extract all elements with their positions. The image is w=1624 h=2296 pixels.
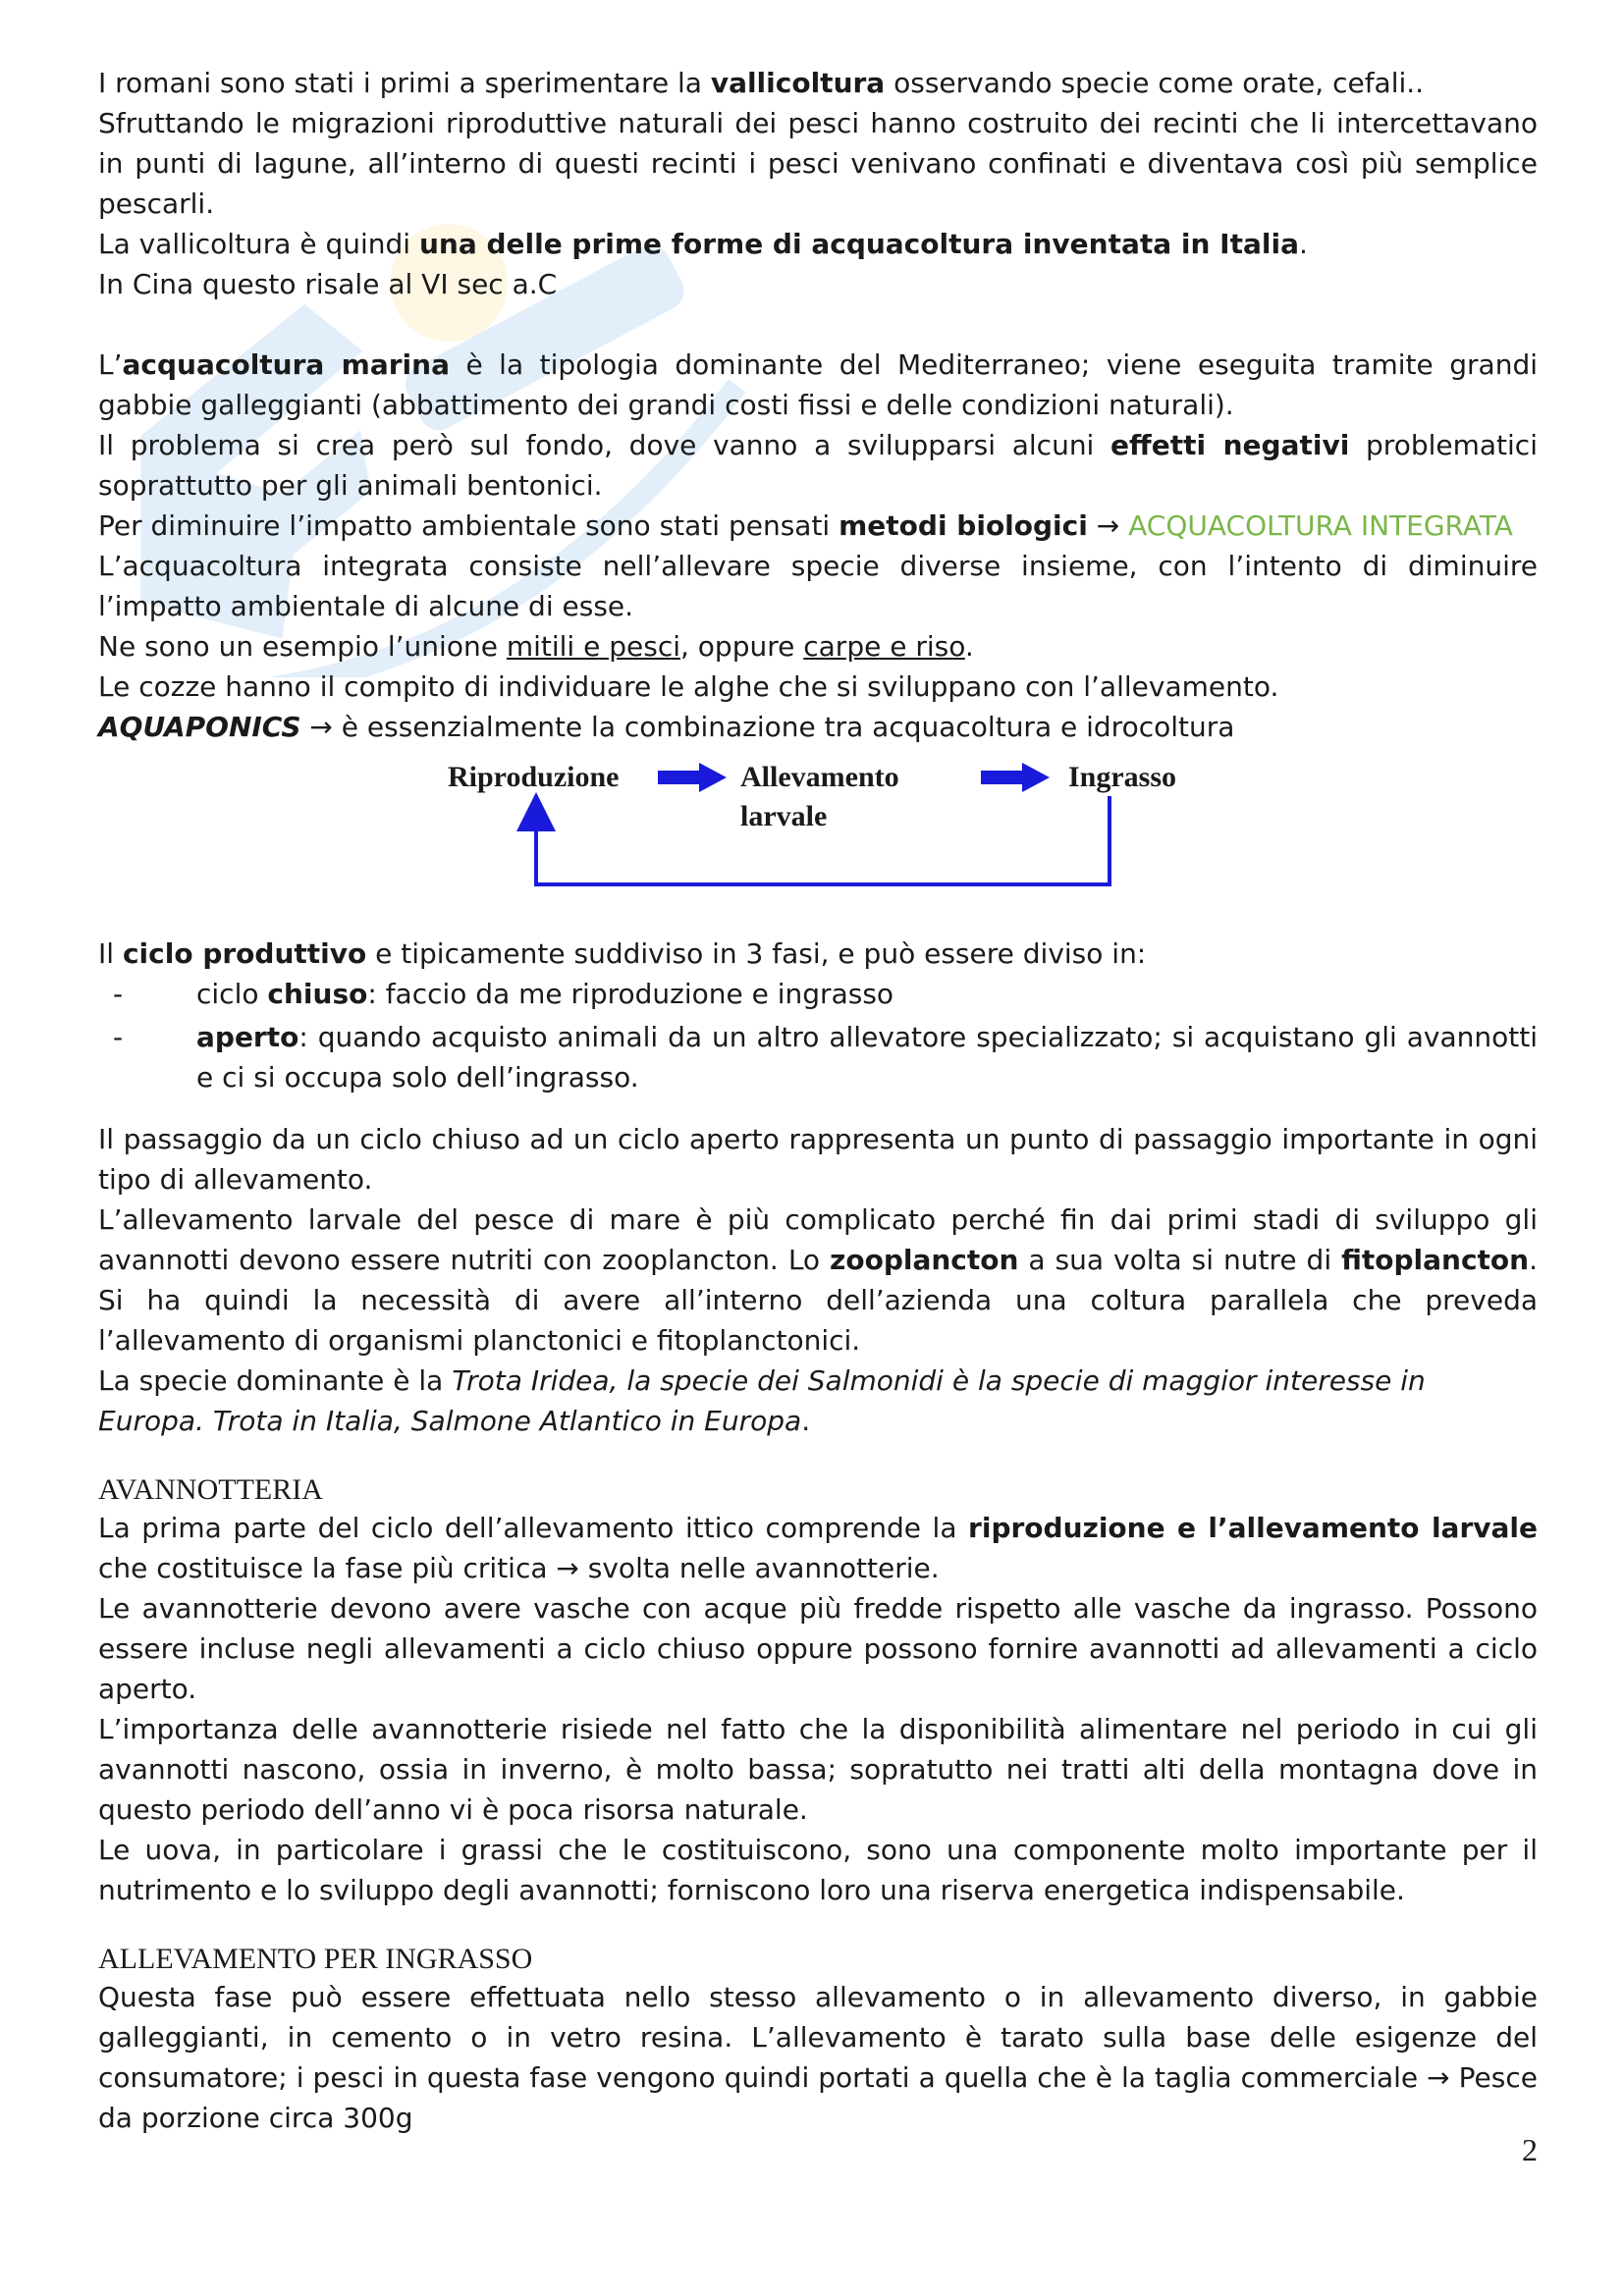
paragraph-ciclo-produttivo: Il ciclo produttivo e tipicamente suddiviso in 3 fasi, e può essere diviso in:	[98, 937, 1147, 970]
document-page	[98, 63, 1538, 2138]
diagram-step-allevamento-line2: larvale	[740, 800, 828, 832]
paragraph-ingrasso: Questa fase può essere effettuata nello stesso allevamento o in allevamento diverso, in gabbie galleggianti, in cemento o in vetro resina. L’allevamento è tarato sulla base delle esigenze del consumatore; i pesci in questa fase vengono quindi portati a quella che è la taglia commerciale → Pesce da porzione circa 300g	[98, 1981, 1538, 2134]
diagram-step-riproduzione: Riproduzione	[448, 761, 620, 793]
paragraph-cina: In Cina questo risale al VI sec a.C	[98, 268, 558, 300]
paragraph-allevamento-larvale: L’allevamento larvale del pesce di mare è più complicato perché fin dai primi stadi di sviluppo gli avannotti devono essere nutriti con zooplancton. Lo zooplancton a sua volta si nutre di fitoplancton. Si ha quindi la necessità di avere all’interno dell’azienda una coltura parallela che preveda l’allevamento di organismi planctonici e fitoplanctonici.	[98, 1203, 1538, 1357]
page-number: 2	[1522, 2132, 1538, 2167]
paragraph-metodi-biologici: Per diminuire l’impatto ambientale sono stati pensati metodi biologici → ACQUACOLTURA INTEGRATA	[98, 509, 1513, 542]
diagram-step-allevamento-line1: Allevamento	[740, 761, 899, 793]
paragraph-aquaponics: AQUAPONICS → è essenzialmente la combinazione tra acquacoltura e idrocoltura	[98, 711, 1235, 743]
arrow-riproduzione-to-allevamento	[658, 763, 727, 792]
paragraph-avannotteria-uova: Le uova, in particolare i grassi che le costituiscono, sono una componente molto importante per il nutrimento e lo sviluppo degli avannotti; forniscono loro una riserva energetica indispensabile.	[98, 1834, 1538, 1906]
ciclo-list	[98, 974, 1538, 1097]
production-cycle-diagram	[98, 747, 1538, 934]
paragraph-migrazioni: Sfruttando le migrazioni riproduttive naturali dei pesci hanno costruito dei recinti che li intercettavano in punti di lagune, all’interno di questi recinti i pesci venivano confinati e diventava così più semplice pescarli.	[98, 107, 1538, 220]
list-item: - aperto: quando acquisto animali da un altro allevatore specializzato; si acquistano gli avannotti e ci si occupa solo dell’ingrasso.	[112, 1021, 1538, 1094]
heading-ingrasso: ALLEVAMENTO PER INGRASSO	[98, 1943, 533, 1975]
paragraph-passaggio: Il passaggio da un ciclo chiuso ad un ciclo aperto rappresenta un punto di passaggio importante in ogni tipo di allevamento.	[98, 1123, 1538, 1196]
heading-avannotteria: AVANNOTTERIA	[98, 1473, 323, 1506]
paragraph-vallicoltura-italia: La vallicoltura è quindi una delle prime forme di acquacoltura inventata in Italia.	[98, 228, 1308, 260]
paragraph-specie-dominante: La specie dominante è la Trota Iridea, la specie dei Salmonidi è la specie di maggior interesse in Europa. Trota in Italia, Salmone Atlantico in Europa.	[98, 1364, 1426, 1437]
paragraph-avannotteria-intro: La prima parte del ciclo dell’allevamento ittico comprende la riproduzione e l’allevamento larvale che costituisce la fase più critica → svolta nelle avannotterie.	[98, 1512, 1538, 1584]
paragraph-effetti-negativi: Il problema si crea però sul fondo, dove vanno a svilupparsi alcuni effetti negativi problematici soprattutto per gli animali bentonici.	[98, 429, 1538, 502]
list-item: - ciclo chiuso: faccio da me riproduzione e ingrasso	[112, 978, 894, 1010]
paragraph-vallicoltura: I romani sono stati i primi a sperimentare la vallicoltura osservando specie come orate, cefali..	[98, 67, 1425, 99]
diagram-step-ingrasso: Ingrasso	[1068, 761, 1177, 793]
paragraph-avannotteria-vasche: Le avannotterie devono avere vasche con acque più fredde rispetto alle vasche da ingrasso. Possono essere incluse negli allevamenti a ciclo chiuso oppure possono fornire avannotti ad allevamenti a ciclo aperto.	[98, 1592, 1538, 1705]
paragraph-acquacoltura-integrata: L’acquacoltura integrata consiste nell’allevare specie diverse insieme, con l’intento di diminuire l’impatto ambientale di alcune di esse.	[98, 550, 1538, 622]
paragraph-avannotteria-importanza: L’importanza delle avannotterie risiede nel fatto che la disponibilità alimentare nel periodo in cui gli avannotti nascono, ossia in inverno, è molto bassa; sopratutto nei tratti alti della montagna dove in questo periodo dell’anno vi è poca risorsa naturale.	[98, 1713, 1538, 1826]
paragraph-esempi: Ne sono un esempio l’unione mitili e pesci, oppure carpe e riso.	[98, 630, 974, 663]
paragraph-acquacoltura-marina: L’acquacoltura marina è la tipologia dominante del Mediterraneo; viene eseguita tramite grandi gabbie galleggianti (abbattimento dei grandi costi fissi e delle condizioni naturali).	[98, 348, 1538, 421]
paragraph-cozze: Le cozze hanno il compito di individuare le alghe che si sviluppano con l’allevamento.	[98, 670, 1279, 703]
arrow-allevamento-to-ingrasso	[981, 763, 1050, 792]
